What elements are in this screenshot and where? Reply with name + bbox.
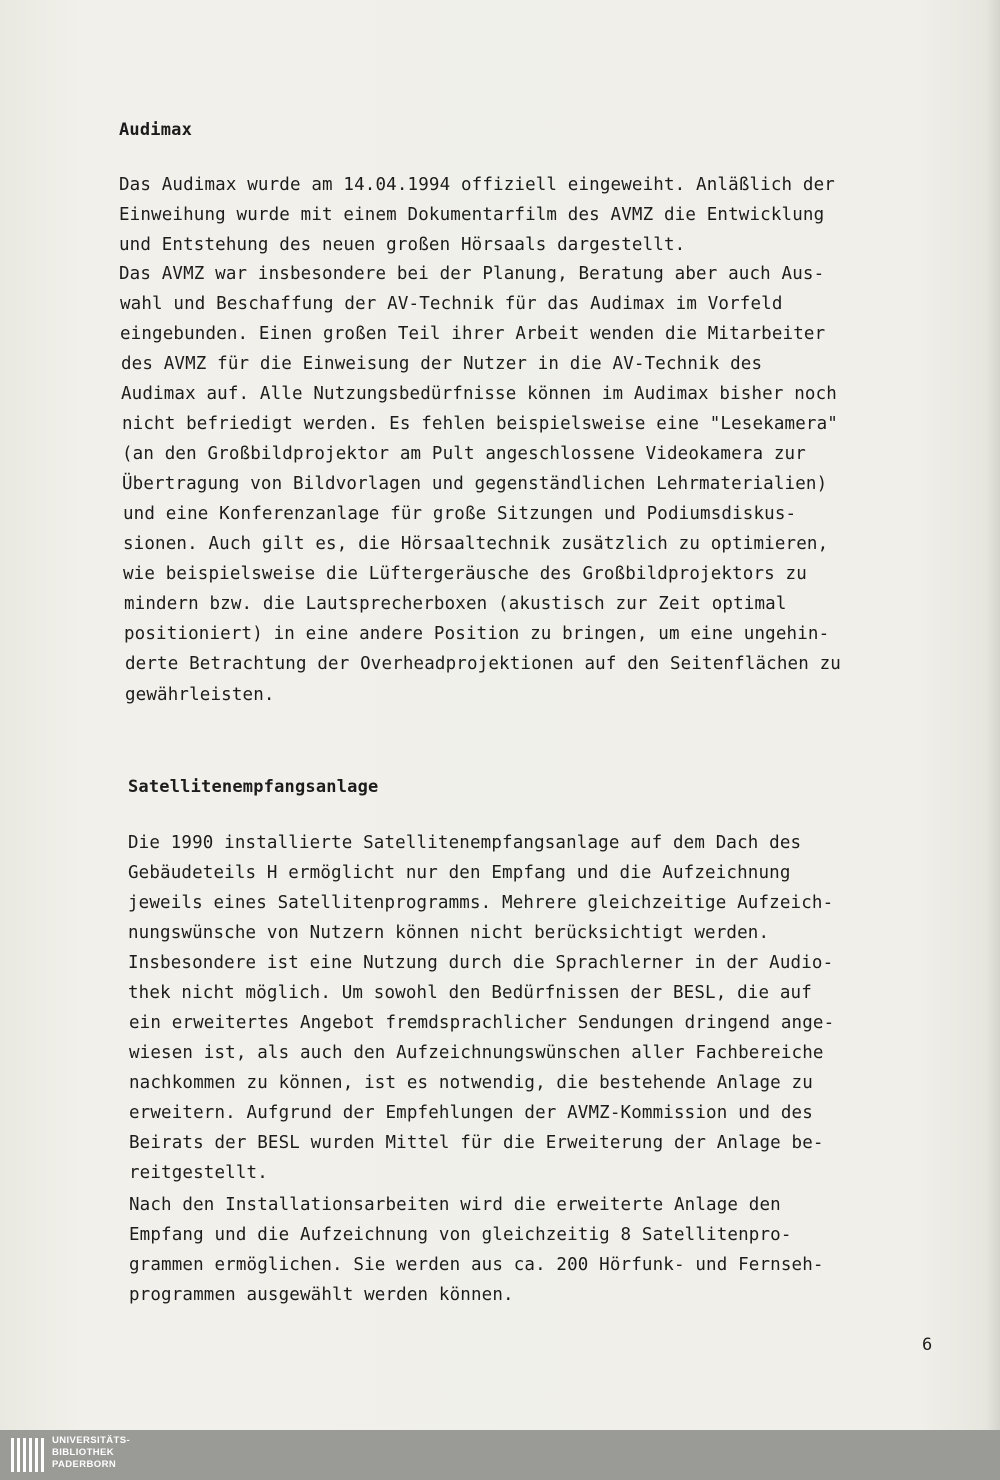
body-line: nungswünsche von Nutzern können nicht berücksichtigt werden. (128, 923, 770, 943)
body-line: wiesen ist, als auch den Aufzeichnungswünschen aller Fachbereiche (129, 1043, 824, 1063)
body-line: Einweihung wurde mit einem Dokumentarfilm des AVMZ die Entwicklung (119, 205, 825, 225)
body-line: jeweils eines Satellitenprogramms. Mehrere gleichzeitige Aufzeich- (128, 893, 834, 913)
body-line: und eine Konferenzanlage für große Sitzungen und Podiumsdiskus- (123, 504, 797, 524)
body-line: gewährleisten. (125, 685, 275, 705)
body-line: des AVMZ für die Einweisung der Nutzer in die AV-Technik des (121, 354, 763, 374)
body-line: Das Audimax wurde am 14.04.1994 offiziell eingeweiht. Anläßlich der (119, 175, 835, 195)
body-line: programmen ausgewählt werden können. (129, 1285, 514, 1305)
body-line: thek nicht möglich. Um sowohl den Bedürfnissen der BESL, die auf (128, 983, 812, 1003)
body-line: eingebunden. Einen großen Teil ihrer Arbeit wenden die Mitarbeiter (120, 324, 826, 344)
body-line: grammen ermöglichen. Sie werden aus ca. 200 Hörfunk- und Fernseh- (129, 1255, 824, 1275)
body-line: wahl und Beschaffung der AV-Technik für das Audimax im Vorfeld (120, 294, 783, 314)
body-line: Das AVMZ war insbesondere bei der Planung, Beratung aber auch Aus- (119, 264, 825, 284)
body-line: nachkommen zu können, ist es notwendig, die bestehende Anlage zu (129, 1073, 813, 1093)
body-line: Empfang und die Aufzeichnung von gleichzeitig 8 Satellitenpro- (129, 1225, 792, 1245)
body-line: (an den Großbildprojektor am Pult angeschlossene Videokamera zur (122, 444, 806, 464)
logo-line: BIBLIOTHEK (52, 1447, 115, 1458)
page-edge-shadow (986, 0, 1000, 1430)
body-line: Insbesondere ist eine Nutzung durch die Sprachlerner in der Audio- (128, 953, 834, 973)
body-line: erweitern. Aufgrund der Empfehlungen der AVMZ-Kommission und des (129, 1103, 813, 1123)
body-line: nicht befriedigt werden. Es fehlen beispielsweise eine "Lesekamera" (122, 414, 838, 434)
body-line: reitgestellt. (129, 1163, 268, 1183)
body-line: Audimax auf. Alle Nutzungsbedürfnisse können im Audimax bisher noch (121, 384, 837, 404)
body-line: positioniert) in eine andere Position zu bringen, um eine ungehin- (124, 624, 830, 644)
body-line: Beirats der BESL wurden Mittel für die Erweiterung der Anlage be- (129, 1133, 824, 1153)
logo-line: UNIVERSITÄTS- (52, 1435, 131, 1446)
library-logo-icon (10, 1434, 46, 1476)
page-number: 6 (922, 1335, 933, 1355)
body-line: Nach den Installationsarbeiten wird die erweiterte Anlage den (129, 1195, 781, 1215)
body-line: ein erweitertes Angebot fremdsprachlicher Sendungen dringend ange- (129, 1013, 835, 1033)
body-line: wie beispielsweise die Lüftergeräusche des Großbildprojektors zu (123, 564, 807, 584)
section-heading-audimax: Audimax (119, 120, 193, 140)
library-footer-bar (0, 1430, 1000, 1480)
body-line: Die 1990 installierte Satellitenempfangsanlage auf dem Dach des (128, 833, 802, 853)
body-line: und Entstehung des neuen großen Hörsaals dargestellt. (119, 235, 686, 255)
body-line: Gebäudeteils H ermöglicht nur den Empfang und die Aufzeichnung (128, 863, 791, 883)
body-line: derte Betrachtung der Overheadprojektionen auf den Seitenflächen zu (125, 654, 841, 674)
body-line: mindern bzw. die Lautsprecherboxen (akustisch zur Zeit optimal (124, 594, 787, 614)
body-line: sionen. Auch gilt es, die Hörsaaltechnik zusätzlich zu optimieren, (123, 534, 829, 554)
logo-line: PADERBORN (52, 1459, 117, 1470)
library-logo-text (52, 1435, 130, 1471)
body-line: Übertragung von Bildvorlagen und gegenständlichen Lehrmaterialien) (122, 474, 828, 494)
section-heading-satellitenempfangsanlage: Satellitenempfangsanlage (128, 777, 379, 797)
